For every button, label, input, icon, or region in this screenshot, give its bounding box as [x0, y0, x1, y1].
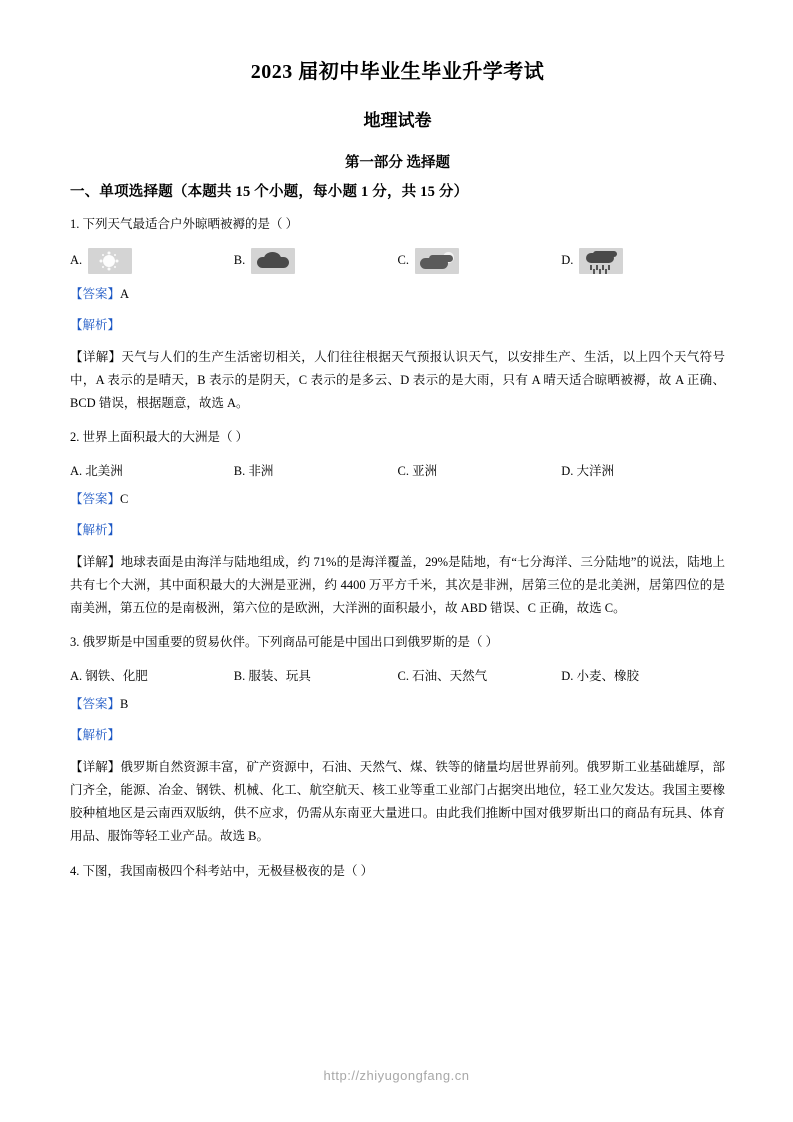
explanation-text: 【详解】地球表面是由海洋与陆地组成，约 71%的是海洋覆盖，29%是陆地，有“七分海洋、三分陆地”的说法，陆地上共有七个大洲，其中面积最大的大洲是亚洲，约 4400 万平方千米，其次是非洲，居第三位的是北美洲，居第四位的是南美洲，第五位的是南极洲，第六位的是欧洲，大洋洲的面积最小，故 ABD 错误、C 正确，故选 C。 [70, 554, 725, 616]
option-d-label: D. [561, 253, 574, 268]
analysis-tag: 【解析】 [70, 317, 121, 332]
option-a-label: A. [70, 253, 83, 268]
question-stem: 4. 下图，我国南极四个科考站中，无极昼极夜的是（ ） [70, 863, 374, 878]
answer-tag: 【答案】 [70, 697, 121, 711]
answer-tag: 【答案】 [70, 491, 121, 506]
analysis-tag: 【解析】 [70, 728, 121, 742]
analysis-line [70, 520, 725, 538]
question-options [70, 666, 725, 684]
option-b-label: B. 非洲 [233, 463, 274, 478]
option-a-label: A. 钢铁、化肥 [70, 669, 148, 683]
section-heading: 一、单项选择题（本题共 15 个小题，每小题 1 分，共 15 分） [70, 184, 469, 200]
option-c-label: C. 石油、天然气 [397, 669, 488, 683]
option-a[interactable] [70, 248, 234, 274]
option-b[interactable] [234, 666, 398, 684]
option-d[interactable] [561, 666, 725, 684]
explanation-text: 【详解】俄罗斯自然资源丰富，矿产资源中，石油、天然气、煤、铁等的储量均居世界前列。俄罗斯工业基础雄厚，部门齐全，能源、冶金、钢铁、机械、化工、航空航天、核工业等重工业部门占据突出地位，轻工业欠发达。我国主要橡胶种植地区是云南西双版纳，供不应求，仍需从东南亚大量进口。由此我们推断中国对俄罗斯出口的商品有玩具、体育用品、服饰等轻工业产品。故选 B。 [70, 760, 725, 844]
option-a[interactable] [70, 461, 234, 479]
option-a-label: A. 北美洲 [70, 463, 123, 478]
option-d[interactable] [561, 248, 725, 274]
option-c[interactable] [398, 666, 562, 684]
option-b-label: B. [233, 253, 246, 268]
option-d-label: D. 大洋洲 [561, 463, 615, 478]
page-title: 2023 届初中毕业生毕业升学考试 [250, 61, 545, 83]
question-options [70, 461, 725, 479]
answer-tag: 【答案】 [70, 286, 121, 301]
option-b[interactable] [234, 248, 398, 274]
option-b[interactable] [234, 461, 398, 479]
answer-value: C [120, 491, 129, 506]
partly-cloudy-weather-icon [415, 248, 459, 274]
document-content [70, 55, 725, 894]
sunny-weather-icon [88, 248, 132, 274]
option-a[interactable] [70, 666, 234, 684]
answer-value: A [120, 286, 130, 301]
option-c[interactable] [398, 248, 562, 274]
option-c-label: C. 亚洲 [397, 463, 438, 478]
question-stem: 2. 世界上面积最大的大洲是（ ） [70, 430, 249, 445]
answer-line [70, 489, 725, 507]
question-stem: 1. 下列天气最适合户外晾晒被褥的是（ ） [70, 217, 299, 231]
option-c[interactable] [398, 461, 562, 479]
watermark: http://zhiyugongfang.cn [323, 1068, 470, 1083]
option-d[interactable] [561, 461, 725, 479]
part-title: 第一部分 选择题 [344, 155, 451, 171]
analysis-line [70, 315, 725, 333]
page-subtitle: 地理试卷 [363, 111, 432, 130]
option-d-label: D. 小麦、橡胶 [561, 669, 640, 683]
overcast-weather-icon [251, 248, 295, 274]
question-options [70, 248, 725, 274]
explanation-text: 【详解】天气与人们的生产生活密切相关，人们往往根据天气预报认识天气，以安排生产、生活，以上四个天气符号中，A 表示的是晴天，B 表示的是阴天，C 表示的是多云、D 表示的是大雨，只有 A 晴天适合晾晒被褥，故 A 正确、BCD 错误，根据题意，故选 A。 [70, 349, 725, 410]
answer-line [70, 694, 725, 712]
analysis-line [70, 725, 725, 743]
answer-line [70, 284, 725, 302]
analysis-tag: 【解析】 [70, 522, 121, 537]
rain-weather-icon [579, 248, 623, 274]
option-b-label: B. 服装、玩具 [233, 669, 311, 683]
option-c-label: C. [397, 253, 409, 268]
question-stem: 3. 俄罗斯是中国重要的贸易伙伴。下列商品可能是中国出口到俄罗斯的是（ ） [70, 635, 499, 650]
answer-value: B [120, 697, 129, 711]
